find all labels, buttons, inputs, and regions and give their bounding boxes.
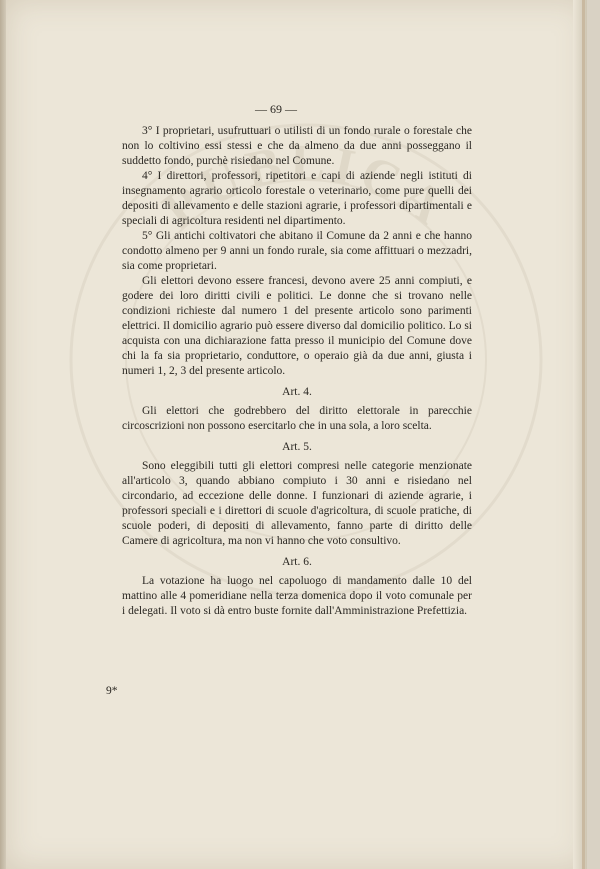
paragraph-5: 5° Gli antichi coltivatori che abitano il Comune da 2 anni e che hanno condotto almeno per 9 anni un fondo rurale, sia come affittuari o mezzadri, sia come proprietari. xyxy=(122,230,472,272)
art4-text: Gli elettori che godrebbero del diritto elettorale in parecchie circoscrizioni non possono esercitarlo che in una sola, a loro scelta. xyxy=(122,405,472,432)
document-page xyxy=(6,0,587,869)
art6-text: La votazione ha luogo nel capoluogo di mandamento dalle 10 del mattino alle 4 pomeridiane nella terza domenica dopo il voto comunale per i delegati. Il voto si dà entro buste fornite dall'Amministrazione Prefettizia. xyxy=(122,575,472,617)
body-text xyxy=(122,124,472,619)
paragraph-4: 4° I direttori, professori, ripetitori e capi di aziende negli istituti di insegnamento agrario orticolo forestale o veterinario, come pure quelli dei depositi di allevamento e delle stazioni agrarie, i professori dipartimentali e speciali di agricoltura residenti nel dipartimento. xyxy=(122,170,472,227)
art5-text: Sono eleggibili tutti gli elettori compresi nelle categorie menzionate all'articolo 3, quando abbiano compiuto i 30 anni e risiedano nel circondario, ad eccezione delle donne. I funzionari di aziende agrarie, i professori speciali e i direttori di scuole d'agricoltura, di scuole pratiche, di scuole poderi, di depositi di allevamento, fanno parte di diritto delle Camere di agricoltura, ma non vi hanno che voto consultivo. xyxy=(122,460,472,547)
paragraph-3: 3° I proprietari, usufruttuari o utilisti di un fondo rurale o forestale che non lo coltivino essi stessi e che da almeno da due anni posseggano il suddetto fondo, purchè risiedano nel Comune. xyxy=(122,125,472,167)
art6-heading: Art. 6. xyxy=(282,556,312,568)
page-edge-strip xyxy=(582,0,585,869)
signature-mark: 9* xyxy=(106,685,118,697)
art5-heading: Art. 5. xyxy=(282,441,312,453)
paragraph-electors: Gli elettori devono essere francesi, devono avere 25 anni compiuti, e godere dei loro diritti civili e politici. Le donne che si trovano nelle condizioni richieste dal numero 1 del presente articolo sono parimenti elettrici. Il domicilio agrario può essere diverso dal domicilio politico. Lo si acquista con una dichiarazione fatta presso il municipio del Comune dove chi la fa sia proprietario, conduttore, o operaio già da due anni, giusta i numeri 1, 2, 3 del presente articolo. xyxy=(122,275,472,377)
seal-text: PUBLICA xyxy=(152,134,459,240)
art4-heading: Art. 4. xyxy=(282,386,312,398)
page-number: — 69 — xyxy=(255,102,297,116)
